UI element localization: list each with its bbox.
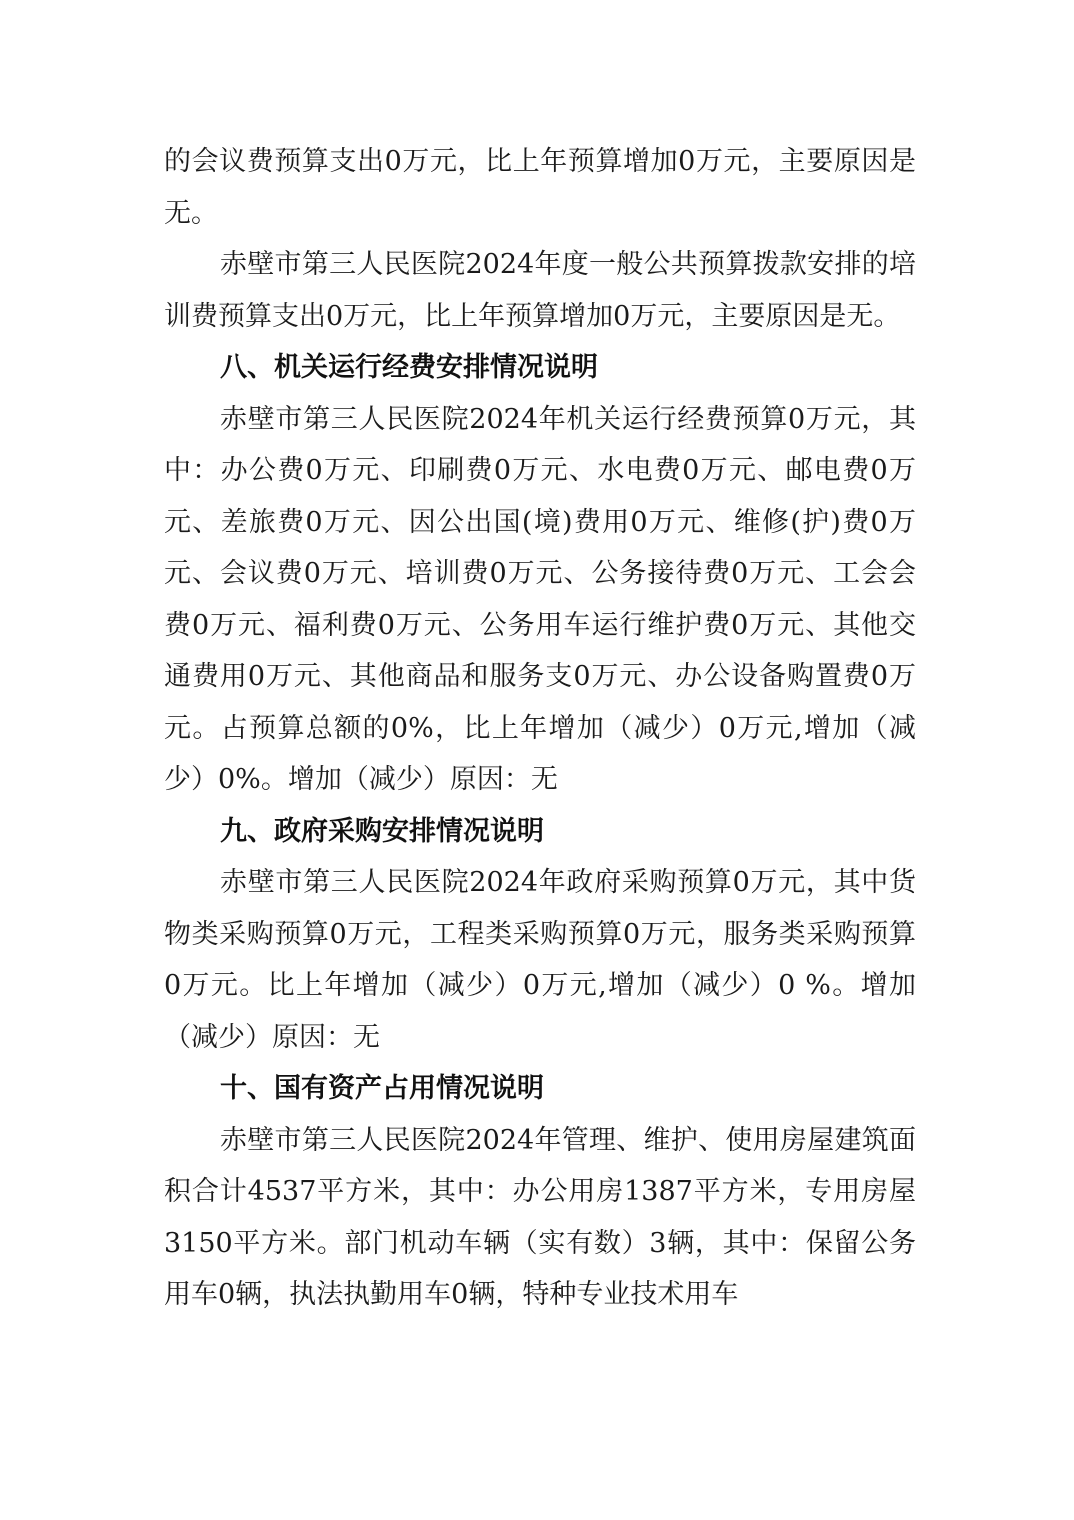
operating-expenses-paragraph: 赤壁市第三人民医院2024年机关运行经费预算0万元，其中：办公费0万元、印刷费0万元、水电费0万元、邮电费0万元、差旅费0万元、因公出国(境)费用0万元、维修(护)费0万元、会议费0万元、培训费0万元、公务接待费0万元、工会会费0万元、福利费0万元、公务用车运行维护费0万元、其他交通费用0万元、其他商品和服务支0万元、办公设备购置费0万元。占预算总额的0%，比上年增加（减少）0万元,增加（减少）0%。增加（减少）原因：无 xyxy=(164,403,916,795)
state-assets-paragraph: 赤壁市第三人民医院2024年管理、维护、使用房屋建筑面积合计4537平方米，其中：办公用房1387平方米，专用房屋3150平方米。部门机动车辆（实有数）3辆，其中：保留公务用车0辆，执法执勤用车0辆，特种专业技术用车 xyxy=(164,1124,916,1310)
section-heading-state-assets: 十、国有资产占用情况说明 xyxy=(220,1073,544,1104)
training-fee-paragraph: 赤壁市第三人民医院2024年度一般公共预算拨款安排的培训费预算支出0万元，比上年预算增加0万元，主要原因是无。 xyxy=(164,249,916,332)
meeting-fee-paragraph-continued: 的会议费预算支出0万元，比上年预算增加0万元，主要原因是无。 xyxy=(164,146,916,229)
section-heading-government-procurement: 九、政府采购安排情况说明 xyxy=(220,815,544,847)
government-procurement-paragraph: 赤壁市第三人民医院2024年政府采购预算0万元，其中货物类采购预算0万元，工程类采购预算0万元，服务类采购预算0万元。比上年增加（减少）0万元,增加（减少）0 %。增加（减少）原因：无 xyxy=(164,867,916,1053)
document-body xyxy=(164,136,916,1321)
section-heading-operating-expenses: 八、机关运行经费安排情况说明 xyxy=(220,352,598,383)
